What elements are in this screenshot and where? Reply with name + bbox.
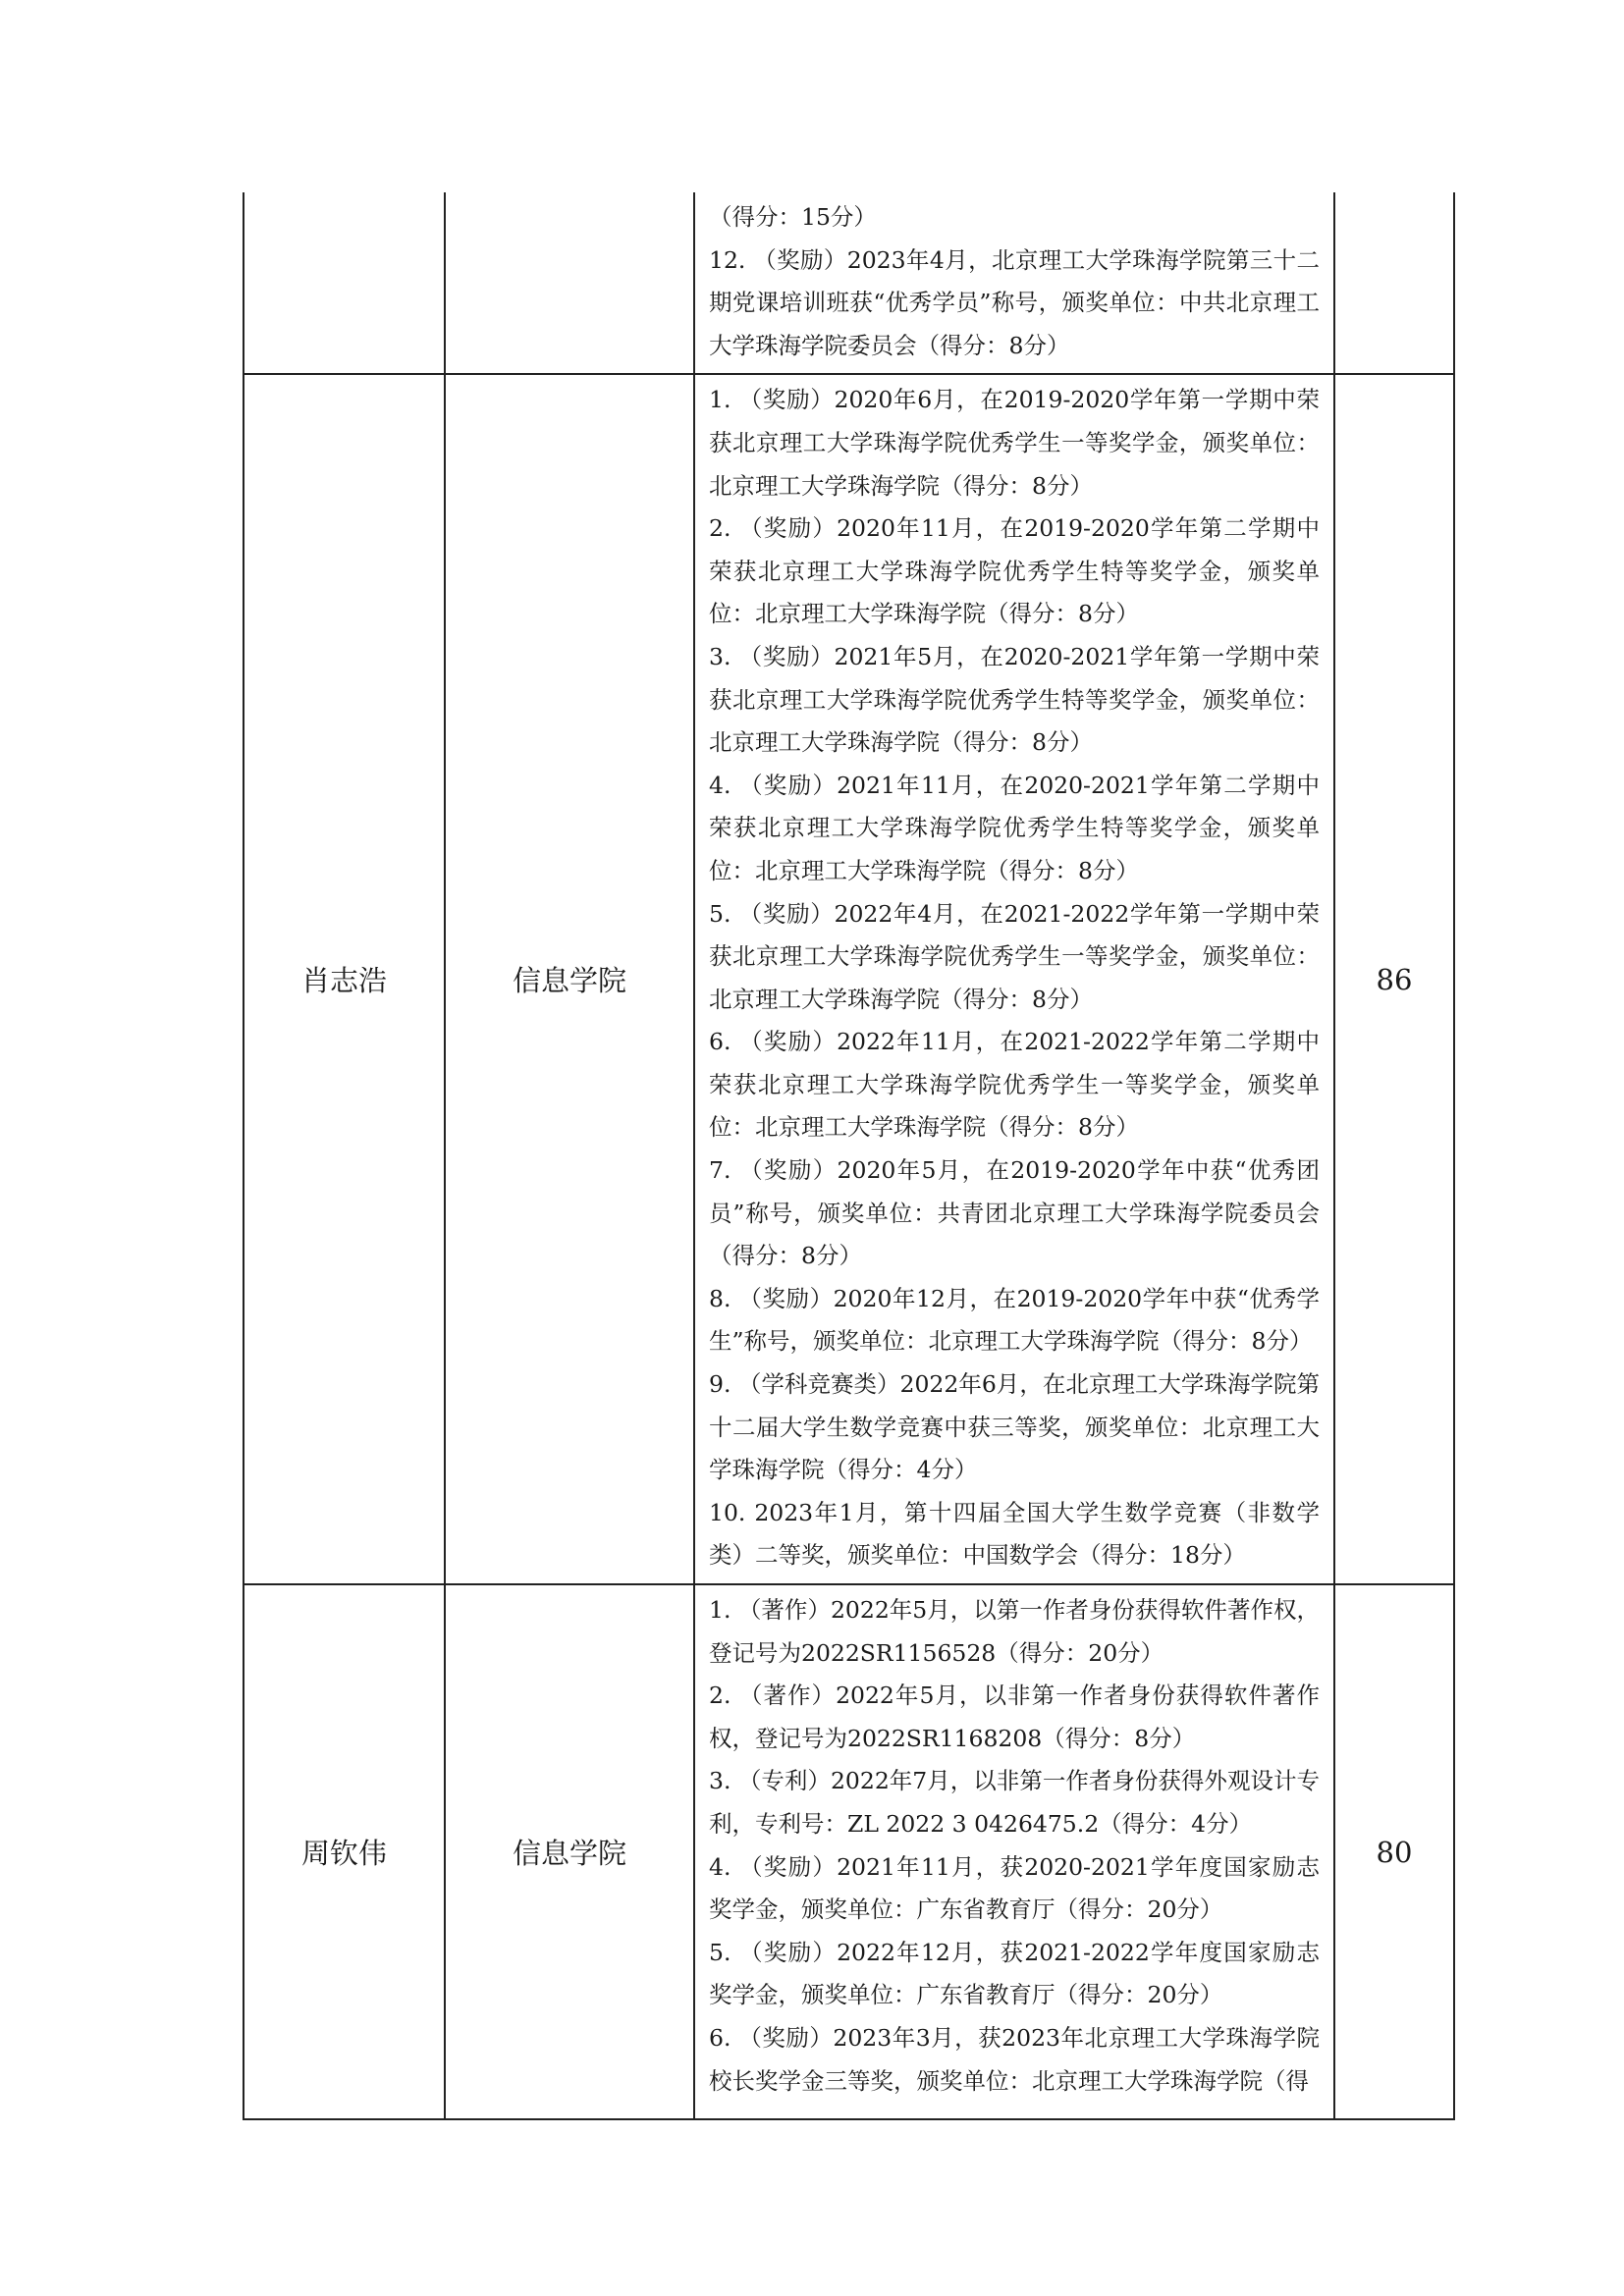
award-details-cell [694,1584,1334,2119]
award-entry: 12. （奖励）2023年4月，北京理工大学珠海学院第三十二期党课培训班获“优秀学员”称号，颁奖单位：中共北京理工大学珠海学院委员会（得分：8分） [709,245,1320,359]
award-details-cell [694,374,1334,1584]
college-cell [445,192,694,374]
award-entry: 3. （专利）2022年7月，以非第一作者身份获得外观设计专利，专利号：ZL 2022 3 0426475.2（得分：4分） [709,1767,1320,1838]
award-entry: 7. （奖励）2020年5月，在2019-2020学年中获“优秀团员”称号，颁奖单位：共青团北京理工大学珠海学院委员会（得分：8分） [709,1156,1320,1270]
award-entry: 1. （奖励）2020年6月，在2019-2020学年第一学期中荣获北京理工大学珠海学院优秀学生一等奖学金，颁奖单位：北京理工大学珠海学院（得分：8分） [709,386,1320,500]
award-entry: 4. （奖励）2021年11月，在2020-2021学年第二学期中荣获北京理工大学珠海学院优秀学生特等奖学金，颁奖单位：北京理工大学珠海学院（得分：8分） [709,771,1320,884]
score-cell: 86 [1334,374,1454,1584]
award-entry: 5. （奖励）2022年12月，获2021-2022学年度国家励志奖学金，颁奖单位：广东省教育厅（得分：20分） [709,1938,1320,2009]
award-entry: 6. （奖励）2023年3月，获2023年北京理工大学珠海学院校长奖学金三等奖，颁奖单位：北京理工大学珠海学院（得 [709,2023,1320,2095]
award-entry: 8. （奖励）2020年12月，在2019-2020学年中获“优秀学生”称号，颁奖单位：北京理工大学珠海学院（得分：8分） [709,1284,1320,1356]
award-entry: 5. （奖励）2022年4月，在2021-2022学年第一学期中荣获北京理工大学珠海学院优秀学生一等奖学金，颁奖单位：北京理工大学珠海学院（得分：8分） [709,899,1320,1013]
table-row [244,1584,1454,2119]
award-entry: 1. （著作）2022年5月，以第一作者身份获得软件著作权，登记号为2022SR1156528（得分：20分） [709,1596,1320,1667]
college-cell: 信息学院 [445,374,694,1584]
student-name-cell: 肖志浩 [244,374,445,1584]
student-name-cell [244,192,445,374]
college-cell: 信息学院 [445,1584,694,2119]
award-entry: （得分：15分） [709,203,877,231]
table-row [244,192,1454,374]
score-cell [1334,192,1454,374]
award-entry: 4. （奖励）2021年11月，获2020-2021学年度国家励志奖学金，颁奖单位：广东省教育厅（得分：20分） [709,1852,1320,1924]
award-entry: 9. （学科竞赛类）2022年6月，在北京理工大学珠海学院第十二届大学生数学竞赛中获三等奖，颁奖单位：北京理工大学珠海学院（得分：4分） [709,1370,1320,1484]
award-entry: 3. （奖励）2021年5月，在2020-2021学年第一学期中荣获北京理工大学珠海学院优秀学生特等奖学金，颁奖单位：北京理工大学珠海学院（得分：8分） [709,642,1320,757]
award-score-table [243,192,1455,2120]
student-name-cell: 周钦伟 [244,1584,445,2119]
award-entry: 2. （著作）2022年5月，以非第一作者身份获得软件著作权，登记号为2022SR1168208（得分：8分） [709,1682,1320,1752]
award-entry: 6. （奖励）2022年11月，在2021-2022学年第二学期中荣获北京理工大学珠海学院优秀学生一等奖学金，颁奖单位：北京理工大学珠海学院（得分：8分） [709,1028,1320,1142]
award-entry: 10. 2023年1月，第十四届全国大学生数学竞赛（非数学类）二等奖，颁奖单位：中国数学会（得分：18分） [709,1498,1320,1570]
award-entry: 2. （奖励）2020年11月，在2019-2020学年第二学期中荣获北京理工大学珠海学院优秀学生特等奖学金，颁奖单位：北京理工大学珠海学院（得分：8分） [709,514,1320,628]
award-details-cell [694,192,1334,374]
table-row [244,374,1454,1584]
score-cell: 80 [1334,1584,1454,2119]
